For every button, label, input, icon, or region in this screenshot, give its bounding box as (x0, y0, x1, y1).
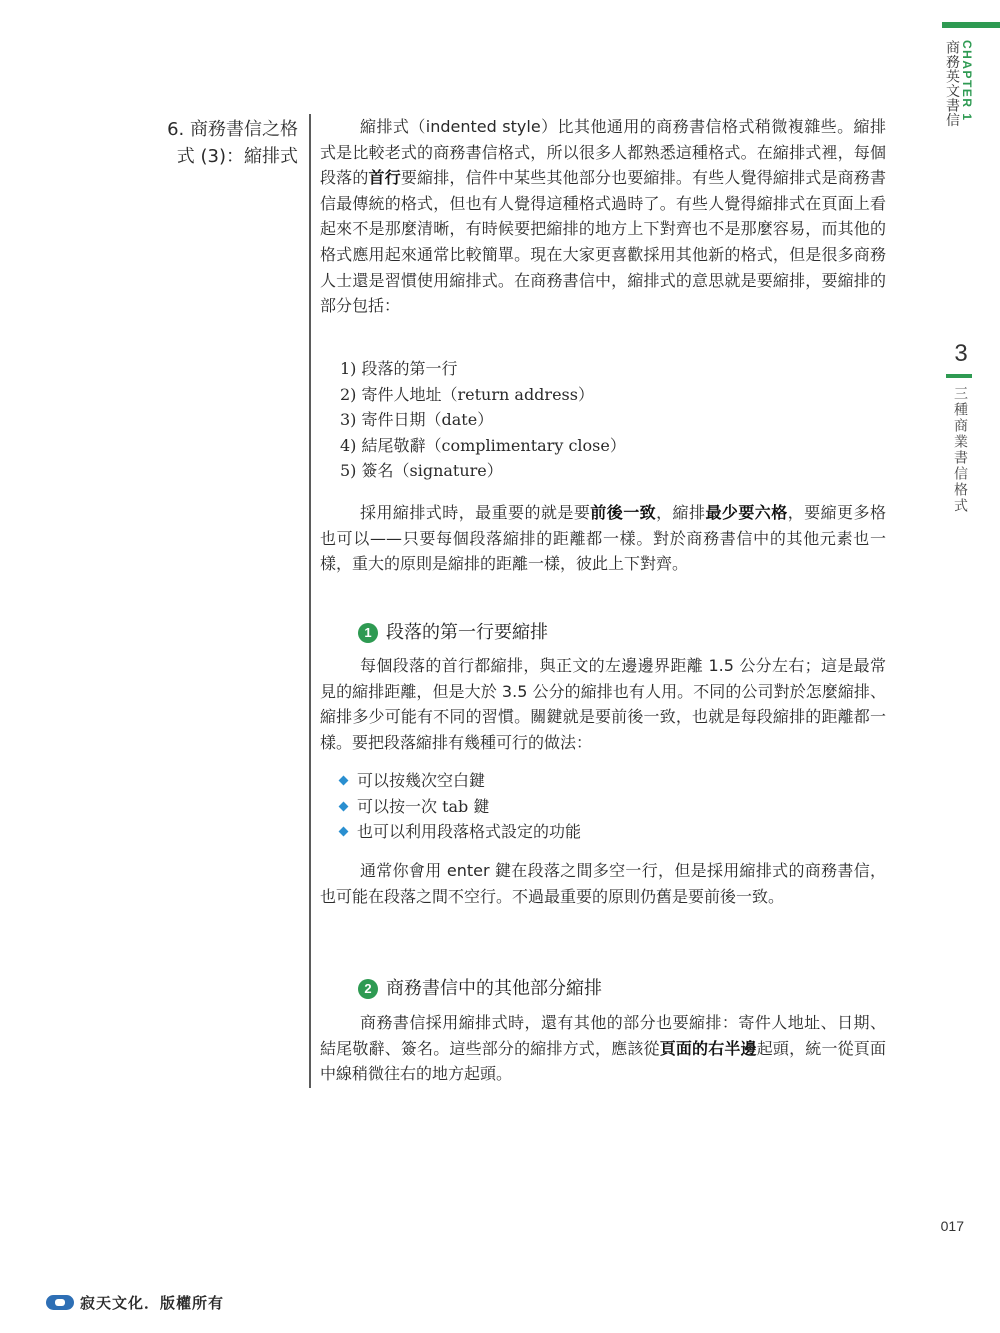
side-heading-line2: 式 (3)：縮排式 (176, 146, 298, 167)
rule-text-a: 採用縮排式時，最重要的就是要 (360, 503, 591, 522)
chapter-tab (938, 36, 986, 146)
diamond-bullet-icon (339, 776, 349, 786)
vertical-divider (309, 114, 311, 1088)
page-number: 017 (940, 1218, 964, 1234)
side-heading-line1: 6. 商務書信之格 (167, 119, 298, 140)
rule-text-c: ，縮排 (656, 503, 706, 522)
intro-text-a: 縮排式（indented style）比其他通用的商務書信格式稍微複雜些。縮排式是比較老式的商務書信格式，所以很多人都熟悉這種格式。在縮排式裡，每個段落的 (320, 117, 886, 188)
section1-text: 每個段落的首行都縮排，與正文的左邊邊界距離 1.5 公分左右；這是最常見的縮排距離，但是大於 3.5 公分的縮排也有人用。不同的公司對於怎麼縮排、縮排多少可能有不同的習慣。關鍵就是要前後一致，也就是每段縮排的距離都一樣。要把段落縮排有幾種可行的做法： (320, 656, 886, 752)
section2-heading (358, 976, 602, 1002)
rule-paragraph (320, 500, 886, 577)
list-item (338, 768, 878, 794)
section1-note-text: 通常你會用 enter 鍵在段落之間多空一行，但是採用縮排式的商務書信，也可能在段落之間不空行。不過最重要的原則仍舊是要前後一致。 (320, 861, 886, 906)
rule-emphasis-1: 前後一致 (590, 503, 657, 522)
section-accent-rule (946, 374, 972, 378)
list-item: 3) 寄件日期（date） (340, 410, 494, 430)
section1-note (320, 858, 886, 909)
bullet-text: 可以按幾次空白鍵 (357, 771, 486, 790)
section2-title: 商務書信中的其他部分縮排 (386, 978, 602, 999)
publisher-footer (46, 1292, 224, 1314)
section2-emphasis: 頁面的右半邊 (659, 1038, 757, 1058)
section1-heading (358, 620, 548, 646)
list-item: 4) 結尾敬辭（complimentary close） (340, 435, 626, 455)
list-item (338, 819, 878, 845)
publisher-text: 寂天文化．版權所有 (80, 1294, 225, 1312)
section1-title: 段落的第一行要縮排 (386, 622, 548, 643)
section2-text-a: 商務書信採用縮排式時，還有其他的部分也要縮排：寄件人地址、日期、結尾敬辭、簽名。這些部分的縮排方式，應該從 (320, 1013, 886, 1058)
list-item: 5) 簽名（signature） (340, 461, 503, 481)
list-item: 2) 寄件人地址（return address） (340, 384, 594, 404)
chapter-accent-bar (942, 22, 1000, 28)
section1-number-badge: 1 (358, 623, 378, 643)
bullet-text: 可以按一次 tab 鍵 (357, 796, 490, 816)
rule-text-e: ，要縮更多格也可以——只要每個段落縮排的距離都一樣。對於商務書信中的其他元素也一樣，重大的原則是縮排的距離一樣，彼此上下對齊。 (320, 503, 886, 574)
intro-emphasis: 首行 (368, 168, 401, 188)
list-item (338, 794, 878, 820)
section2-text-c: 起頭，統一從頁面中線稍微往右的地方起頭。 (320, 1038, 886, 1084)
bullet-text: 也可以利用段落格式設定的功能 (357, 822, 582, 842)
intro-paragraph (320, 114, 886, 319)
chapter-title: 商務英文書信 (944, 40, 960, 127)
section2-paragraph (320, 1010, 886, 1087)
intro-text-c: 要縮排，信件中某些其他部分也要縮排。有些人覺得縮排式是商務書信最傳統的格式，但也有人覺得這種格式過時了。有些人覺得縮排式在頁面上看起來不是那麼清晰，有時候要把縮排的地方上下對齊也不是那麼容易，而其他的格式應用起來通常比較簡單。現在大家更喜歡採用其他新的格式，但是很多商務人士還是習慣使用縮排式。在商務書信中，縮排式的意思就是要縮排，要縮排的部分包括： (320, 168, 886, 316)
side-heading (120, 116, 298, 170)
publisher-logo-icon (46, 1295, 74, 1310)
chapter-label: CHAPTER 1 (960, 40, 974, 122)
diamond-bullet-icon (339, 827, 349, 837)
section2-number-badge: 2 (358, 979, 378, 999)
rule-emphasis-2: 最少要六格 (705, 503, 788, 522)
section-title: 三種商業書信格式 (952, 386, 968, 514)
section1-bullets (338, 768, 878, 845)
diamond-bullet-icon (339, 801, 349, 811)
indent-items-list (340, 356, 880, 484)
section-number: 3 (954, 340, 968, 367)
section1-paragraph (320, 653, 886, 755)
list-item: 1) 段落的第一行 (340, 359, 458, 378)
